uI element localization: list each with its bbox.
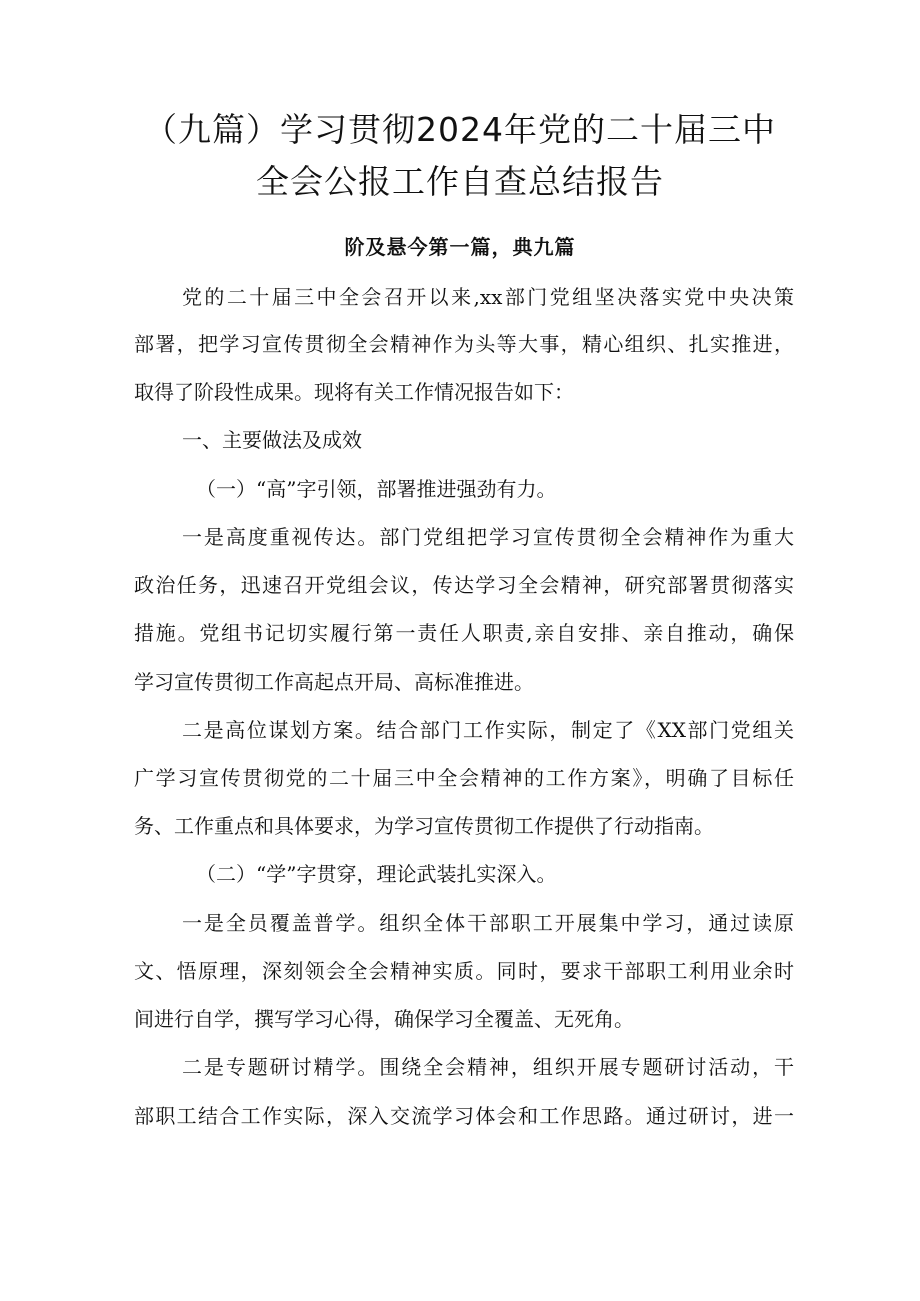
paragraph-line: 措施。党组书记切实履行第一责任人职责,亲自安排、亲自推动，确保 [134,621,794,645]
paragraph-line: 政治任务，迅速召开党组会议，传达学习全会精神，研究部署贯彻落实 [134,573,794,597]
subsection-heading: （一）“高”字引领，部署推进强劲有力。 [196,477,557,501]
paragraph-line: 取得了阶段性成果。现将有关工作情况报告如下： [134,380,574,404]
paragraph-line: 学习宣传贯彻工作高起点开局、高标准推进。 [134,670,534,694]
subsection-heading: （二）“学”字贯穿，理论武装扎实深入。 [196,862,557,886]
document-title-line-2: 全会公报工作自查总结报告 [256,162,664,201]
paragraph-line: 间进行自学，撰写学习心得，确保学习全覆盖、无死角。 [134,1007,634,1031]
document-subtitle: 阶及悬今第一篇，典九篇 [344,235,576,259]
paragraph-line: 文、悟原理，深刻领会全会精神实质。同时，要求干部职工利用业余时 [134,959,794,983]
paragraph-line: 一是高度重视传达。部门党组把学习宣传贯彻全会精神作为重大 [182,525,794,549]
section-heading: 一、主要做法及成效 [182,428,362,452]
paragraph-line: 务、工作重点和具体要求，为学习宣传贯彻工作提供了行动指南。 [134,814,714,838]
paragraph-line: 二是高位谋划方案。结合部门工作实际，制定了《XX部门党组关 [182,718,794,742]
paragraph-line: 党的二十届三中全会召开以来,xx部门党组坚决落实党中央决策 [182,285,794,309]
paragraph-line: 部职工结合工作实际，深入交流学习体会和工作思路。通过研讨，进一 [134,1104,794,1128]
document-title-line-1: （九篇）学习贯彻2024年党的二十届三中 [144,110,776,149]
paragraph-line: 二是专题研讨精学。围绕全会精神，组织开展专题研讨活动，干 [182,1055,794,1079]
paragraph-line: 部署，把学习宣传贯彻全会精神作为头等大事，精心组织、扎实推进， [134,332,794,356]
paragraph-line: 一是全员覆盖普学。组织全体干部职工开展集中学习，通过读原 [182,911,794,935]
paragraph-line: 广学习宣传贯彻党的二十届三中全会精神的工作方案》，明确了目标任 [134,766,794,790]
